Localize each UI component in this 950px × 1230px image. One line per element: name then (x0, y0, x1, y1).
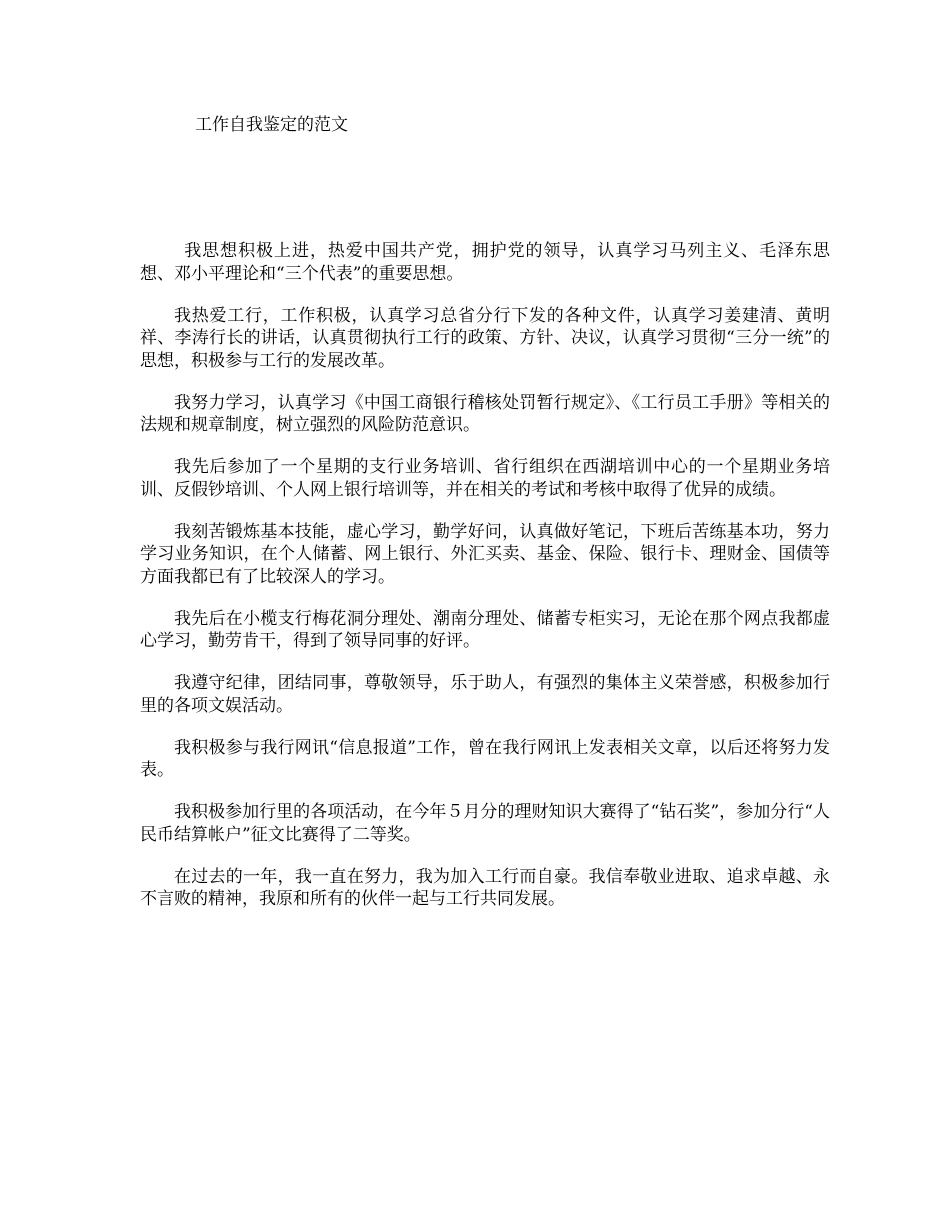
paragraph-5: 我刻苦锻炼基本技能，虚心学习，勤学好问，认真做好笔记，下班后苦练基本功，努力学习业务知识，在个人储蓄、网上银行、外汇买卖、基金、保险、银行卡、理财金、国债等方面我都已有了比较深人的学习。 (140, 521, 830, 587)
paragraph-6: 我先后在小榄支行梅花洞分理处、潮南分理处、储蓄专柜实习，无论在那个网点我都虚心学习，勤劳肯干，得到了领导同事的好评。 (140, 608, 830, 651)
paragraph-9: 我积极参加行里的各项活动，在今年５月分的理财知识大赛得了“钻石奖”，参加分行“人民币结算帐户”征文比赛得了二等奖。 (140, 802, 830, 845)
paragraph-7: 我遵守纪律，团结同事，尊敬领导，乐于助人，有强烈的集体主义荣誉感，积极参加行里的各项文娱活动。 (140, 673, 830, 716)
paragraph-1: 我思想积极上进，热爱中国共产党，拥护党的领导，认真学习马列主义、毛泽东思想、邓小平理论和“三个代表”的重要思想。 (140, 241, 830, 284)
document-title: 工作自我鉴定的范文 (195, 115, 348, 135)
paragraph-4: 我先后参加了一个星期的支行业务培训、省行组织在西湖培训中心的一个星期业务培训、反假钞培训、个人网上银行培训等，并在相关的考试和考核中取得了优异的成绩。 (140, 457, 830, 500)
paragraph-8: 我积极参与我行网讯“信息报道”工作，曾在我行网讯上发表相关文章，以后还将努力发表。 (140, 737, 830, 780)
document-body (140, 240, 830, 930)
paragraph-10: 在过去的一年，我一直在努力，我为加入工行而自豪。我信奉敬业进取、追求卓越、永不言败的精神，我原和所有的伙伴一起与工行共同发展。 (140, 866, 830, 909)
paragraph-2: 我热爱工行，工作积极，认真学习总省分行下发的各种文件，认真学习姜建清、黄明祥、李涛行长的讲话，认真贯彻执行工行的政策、方针、决议，认真学习贯彻“三分一统”的思想，积极参与工行的发展改革。 (140, 305, 830, 371)
paragraph-3: 我努力学习，认真学习《中国工商银行稽核处罚暂行规定》、《工行员工手册》等相关的法规和规章制度，树立强烈的风险防范意识。 (140, 392, 830, 435)
